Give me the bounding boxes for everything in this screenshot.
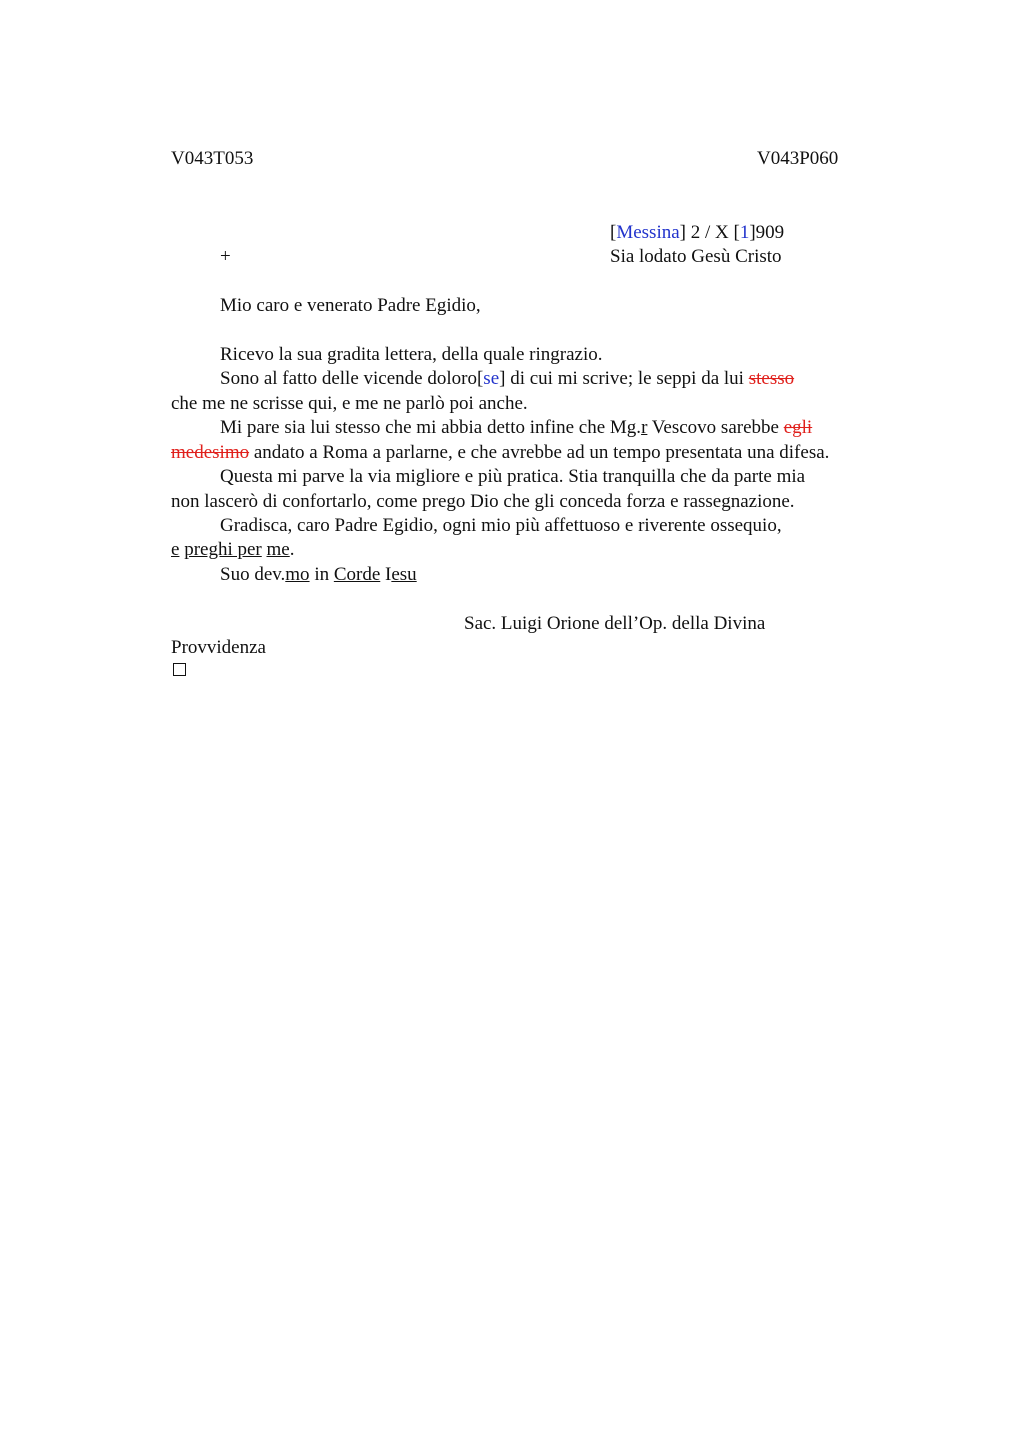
body-line-2-text-a: Sono al fatto delle vicende doloro[ — [220, 368, 484, 389]
closing-superscript-mo: mo — [285, 564, 310, 585]
body-line-5 — [171, 443, 829, 462]
body-line-5-deletion: medesimo — [171, 442, 250, 463]
dateline-after-place: ] 2 / X [ — [679, 222, 740, 243]
body-line-2 — [220, 369, 794, 388]
body-line-6: Questa mi parve la via migliore e più pratica. Stia tranquilla che da parte mia — [220, 466, 806, 487]
body-line-2-deletion: stesso — [748, 368, 795, 389]
body-line-4-text-c: Vescovo sarebbe — [647, 417, 784, 438]
closing-corde: Corde — [333, 564, 381, 585]
dateline-after-year: ]909 — [749, 222, 785, 243]
empty-box-icon — [173, 663, 186, 676]
closing-esu: esu — [391, 564, 417, 585]
body-line-2-insertion: se — [483, 368, 500, 389]
salutation: Mio caro e venerato Padre Egidio, — [220, 295, 481, 316]
signature-line-1: Sac. Luigi Orione dell’Op. della Divina — [464, 613, 766, 634]
body-line-9-period: . — [289, 539, 295, 560]
body-line-3: che me ne scrisse qui, e me ne parlò poi anche. — [171, 393, 528, 414]
body-line-9-preghi-per: preghi per — [184, 539, 262, 560]
dateline-place: Messina — [616, 222, 680, 243]
body-line-4-text-a: Mi pare sia lui stesso che mi abbia detto infine che Mg. — [220, 417, 642, 438]
dateline — [610, 223, 784, 242]
closing-text-a: Suo dev. — [220, 564, 286, 585]
body-line-4-superscript-r: r — [641, 417, 648, 438]
body-line-7: non lascerò di confortarlo, come prego Dio che gli conceda forza e rassegnazione. — [171, 491, 795, 512]
body-line-4 — [220, 418, 812, 437]
dateline-year-digit: 1 — [739, 222, 750, 243]
closing-text-in: in — [309, 564, 334, 585]
body-line-2-text-c: ] di cui mi scrive; le seppi da lui — [499, 368, 749, 389]
header-left-code: V043T053 — [171, 148, 254, 169]
body-line-8: Gradisca, caro Padre Egidio, ogni mio più affettuoso e riverente ossequio, — [220, 515, 782, 536]
cross-mark: + — [220, 246, 231, 267]
closing-line — [220, 565, 417, 584]
invocation: Sia lodato Gesù Cristo — [610, 246, 782, 267]
header-right-code: V043P060 — [757, 148, 839, 169]
dateline-open-bracket: [ — [610, 222, 617, 243]
body-line-5-text: andato a Roma a parlarne, e che avrebbe ad un tempo presentata una difesa. — [249, 442, 830, 463]
closing-text-i: I — [380, 564, 392, 585]
signature-line-2: Provvidenza — [171, 637, 266, 658]
body-line-9-word-e: e — [171, 539, 180, 560]
body-line-1: Ricevo la sua gradita lettera, della quale ringrazio. — [220, 344, 603, 365]
body-line-9-me: me — [266, 539, 290, 560]
body-line-9 — [171, 540, 294, 559]
body-line-4-deletion: egli — [783, 417, 813, 438]
